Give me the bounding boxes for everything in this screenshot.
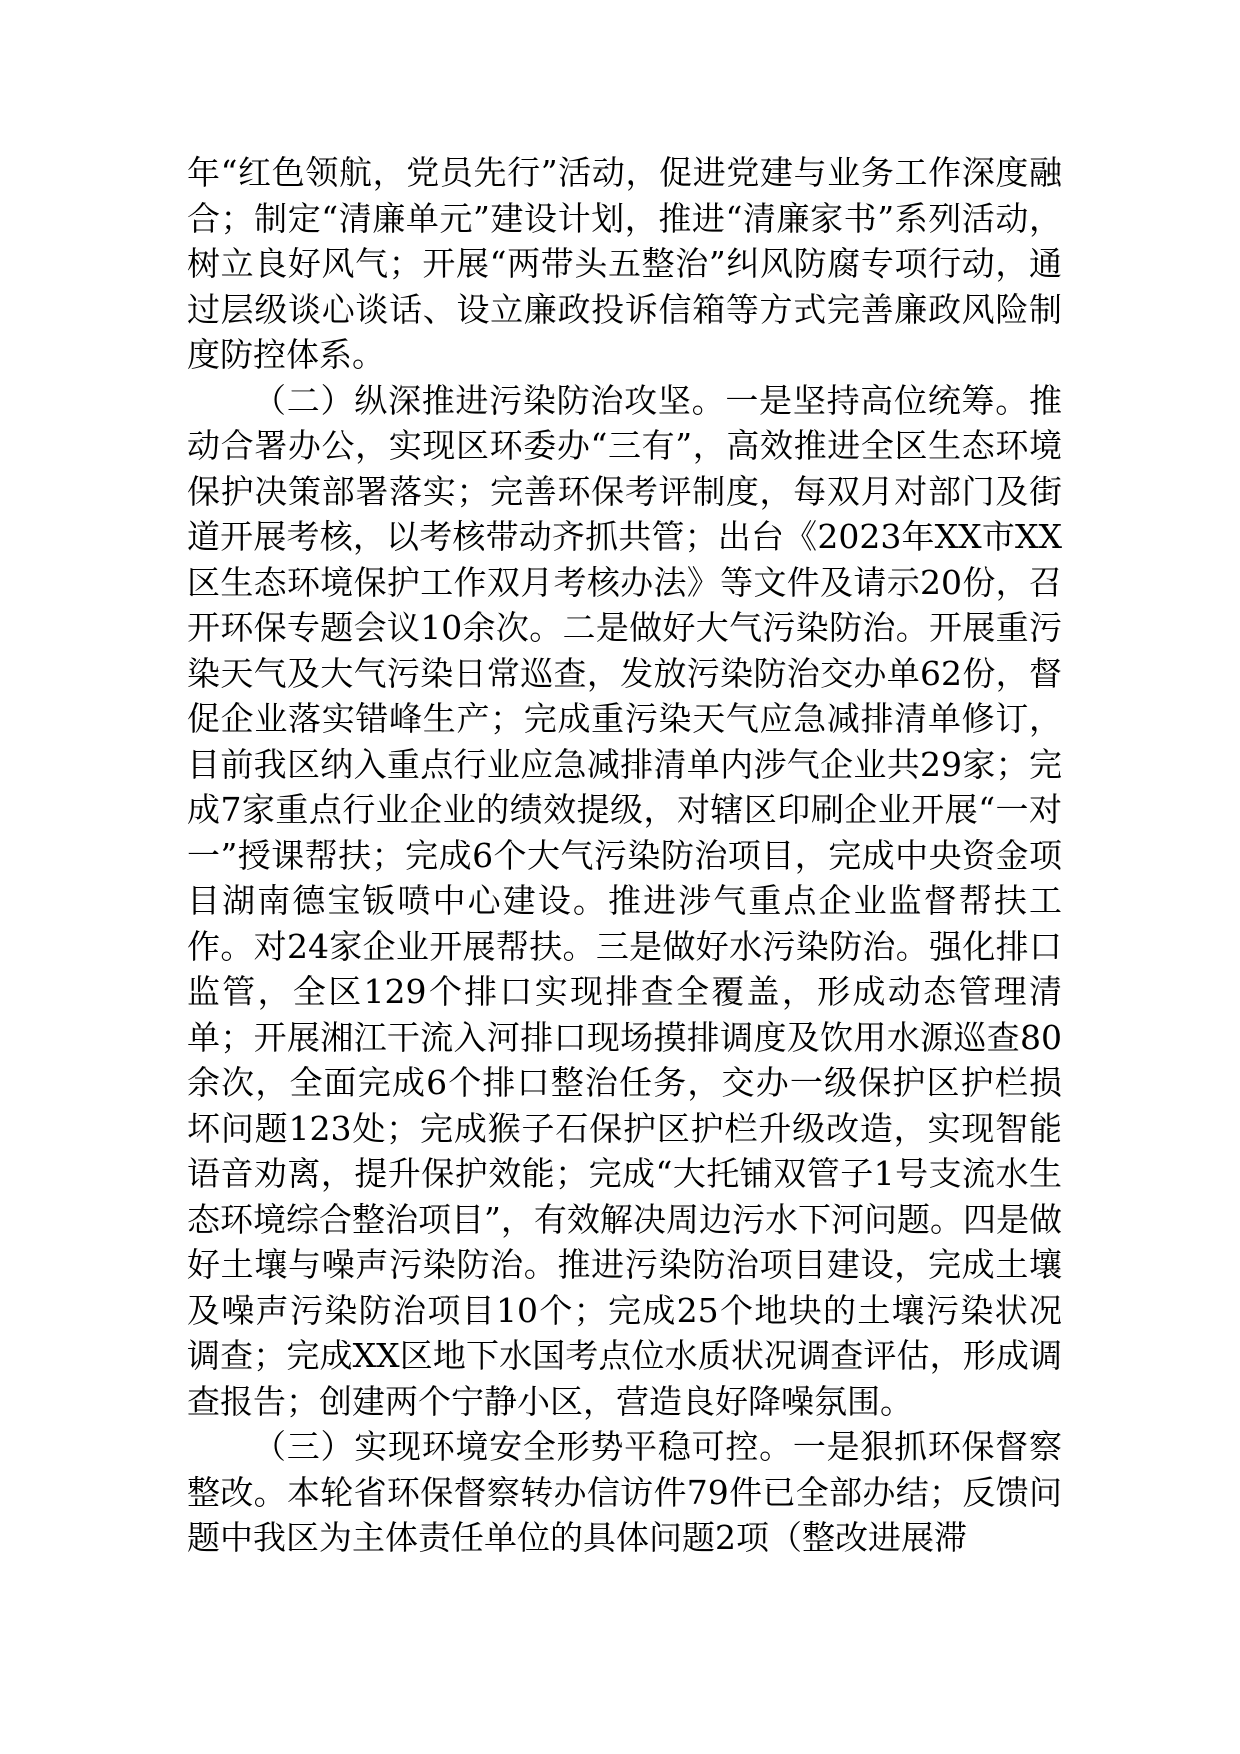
- paragraph-pollution-prevention: （二）纵深推进污染防治攻坚。一是坚持高位统筹。推动合署办公，实现区环委办“三有”，高效推进全区生态环境保护决策部署落实；完善环保考评制度，每双月对部门及街道开展考核，以考核带动齐抓共管；出台《2023年XX市XX区生态环境保护工作双月考核办法》等文件及请示20份，召开环保专题会议10余次。二是做好大气污染防治。开展重污染天气及大气污染日常巡查，发放污染防治交办单62份，督促企业落实错峰生产；完成重污染天气应急减排清单修订，目前我区纳入重点行业应急减排清单内涉气企业共29家；完成7家重点行业企业的绩效提级，对辖区印刷企业开展“一对一”授课帮扶；完成6个大气污染防治项目，完成中央资金项目湖南德宝钣喷中心建设。推进涉气重点企业监督帮扶工作。对24家企业开展帮扶。三是做好水污染防治。强化排口监管，全区129个排口实现排查全覆盖，形成动态管理清单；开展湘江干流入河排口现场摸排调度及饮用水源巡查80余次，全面完成6个排口整治任务，交办一级保护区护栏损坏问题123处；完成猴子石保护区护栏升级改造，实现智能语音劝离，提升保护效能；完成“大托铺双管子1号支流水生态环境综合整治项目”，有效解决周边污水下河问题。四是做好土壤与噪声污染防治。推进污染防治项目建设，完成土壤及噪声污染防治项目10个；完成25个地块的土壤污染状况调查；完成XX区地下水国考点位水质状况调查评估，形成调查报告；创建两个宁静小区，营造良好降噪氛围。: [187, 380, 1062, 1421]
- paragraph-party-building: 年“红色领航，党员先行”活动，促进党建与业务工作深度融合；制定“清廉单元”建设计划，推进“清廉家书”系列活动，树立良好风气；开展“两带头五整治”纠风防腐专项行动，通过层级谈心谈话、设立廉政投诉信箱等方式完善廉政风险制度防控体系。: [187, 153, 1062, 374]
- paragraph-environmental-safety: （三）实现环境安全形势平稳可控。一是狠抓环保督察整改。本轮省环保督察转办信访件79件已全部办结；反馈问题中我区为主体责任单位的具体问题2项（整改进展滞: [187, 1427, 1062, 1557]
- document-body: [187, 150, 1062, 1561]
